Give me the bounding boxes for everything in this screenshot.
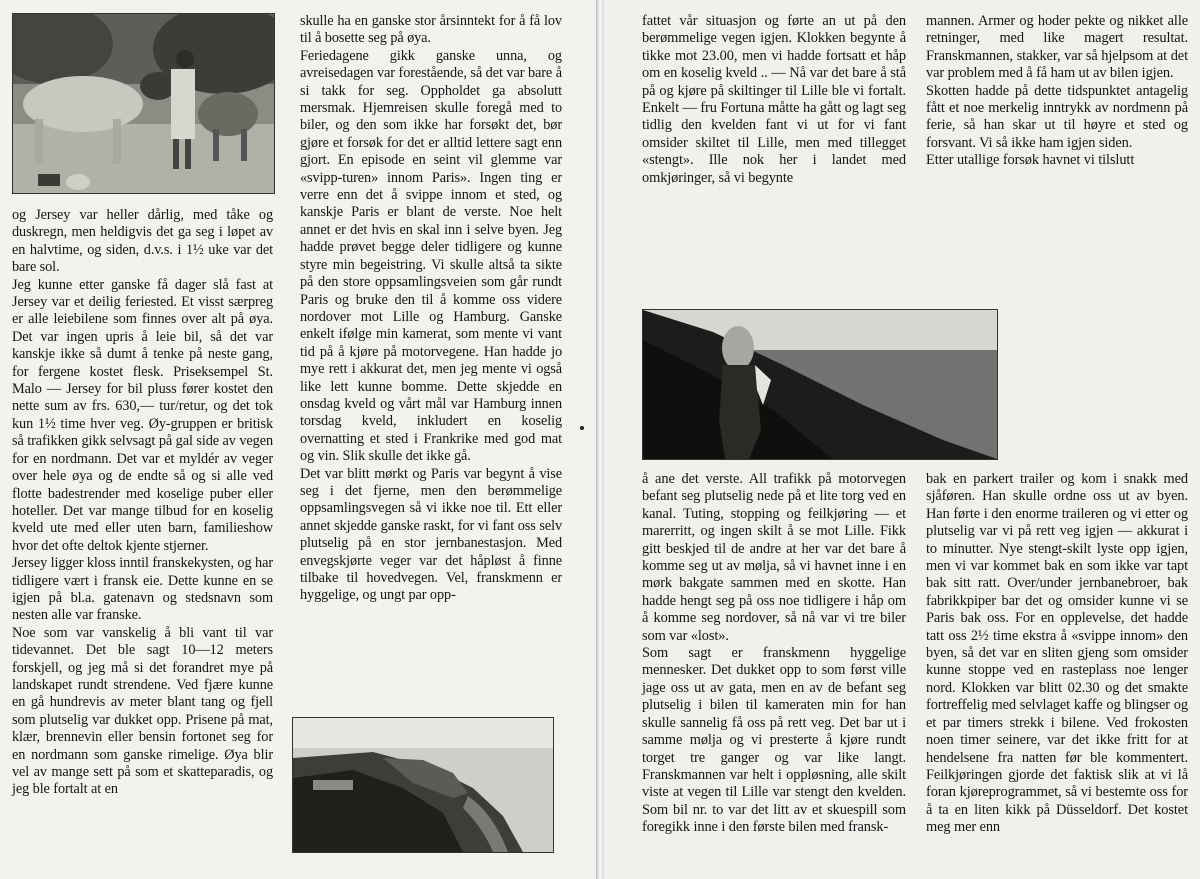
left-column-2-text: skulle ha en ganske stor årsinntekt for å få lov til å bosette seg på øya. Feriedagene gikk ganske unna, og avreisedagen var forestående, så det var bare å si takk for seg. Oppholdet ga absolutt mersmak. Hjemreisen skulle foregå med to biler, og den som ikke har forsøkt det, bør gjøre et forsøk for det er alltid lettere sagt enn gjort. En episode en seint vil glemme var «svipp-turen» innom Paris». Ingen ting er verre enn det å svippe innom et sted, og kanskje Paris er blant de verste. Noe helt annet er det hvis en skal inn i selve byen. Jeg hadde prøvet begge deler tidligere og kunne styre min begeistring. Vi skulle altså ta sikte på den store oppsamlingsveien som går rundt Paris og bruke den til å komme oss videre nordover mot Lille og Hamburg. Ganske enkelt ifølge min kamerat, som mente vi vant tid på å kjøre på motorvegene. Han hadde jo mye rett i akkurat det, men jeg mente vi også like lett kunne bomme. Dette skjedde en onsdag kveld og vårt mål var Hamburg innen torsdag kveld, inkludert en koselig overnatting et sted i Frankrike med god mat og vin. Slik skulle det ikke gå. Det var blitt mørkt og Paris var begynt å vise seg i det fjerne, men den berømmelige oppsamlingsvegen så vi ikke noe til. Ett eller annet skjedde ganske raskt, for vi fant oss selv plutselig på en stor jernbanestasjon. Med envegskjørte veger var det håpløst å finne tilbake til hovedvegen. Vel, franskmenn er hyggelige, og ungt par opp- xyxy=(300,13,562,604)
left-page xyxy=(0,0,598,879)
photo-woman-hillside xyxy=(642,309,998,460)
right-column-1-bottom-text: å ane det verste. All trafikk på motorvegen befant seg plutselig nede på et lite torg ved en kanal. Tuting, stopping og feilkjøring — et marerritt, og ingen skilt å se mot Lille. Fikk gitt beskjed til de andre at her var det bare å komme seg ut av mølja, så vi havnet inne i en mørk bakgate sammen med en skotte. Han hadde hengt seg på oss noe tidligere i håp om å komme seg nordover, så nå var vi tre biler som var «lost». Som sagt er franskmenn hyggelige mennesker. Det dukket opp to som først ville jage oss ut av gata, men en av de befant seg plutselig i bilen til kameraten min for han skulle sannelig få oss på rett veg. Det bar ut i samme mølja og vi presterte å kjøre rundt torget tre ganger og var like langt. Franskmannen var helt i oppløsning, alle skilt viste at vegen til Lille var stengt den kvelden. Som bil nr. to var det litt av et skuespill som foregikk inne i den første bilen med fransk- xyxy=(642,471,906,836)
right-column-1-top-text: fattet vår situasjon og førte an ut på den berømmelige vegen igjen. Klokken begynte å tikke mot 23.00, men vi hadde fortsatt et håp om en koselig kveld .. — Nå var det bare å stå på og kjøre på skiltinger til Lille ble vi fortalt. Enkelt — fru Fortuna måtte ha gått og lagt seg tidlig den kvelden fant vi ut for vi fant omsider skiltet til Lille, men med tillegget «stengt». Ille nok her i landet med omkjøringer, så vi begynte xyxy=(642,13,906,186)
photo-coastline xyxy=(292,717,554,853)
right-page xyxy=(604,0,1200,879)
right-column-2-bottom-text: bak en parkert trailer og kom i snakk med sjåføren. Han skulle ordne oss ut av byen. Han førte i den enorme traileren og vi etter og plutselig var vi på rett veg igjen — akkurat i to minutter. Nye stengt-skilt lyste opp igjen, men vi var kommet bak en som ikke var tapt bak sitt ratt. Over/under jernbanebroer, bak fabrikkpiper bar det og omsider kunne vi se Paris bak oss. For en opplevelse, det hadde tatt oss 2½ time ekstra å «svippe innom» den byen, så det var en sliten gjeng som omsider kunne stoppe ved en rasteplass noe lenger nord. Klokken var blitt 02.30 og det smakte fortreffelig med selvlaget kaffe og blingser og et par timers strekk i bilene. Ved frokosten noen timer seinere, var det ikke fritt for at hendelsene fra natten før ble kommentert. Feilkjøringen gjorde det faktisk slik at vi lå foran kjøreprogrammet, så vi bestemte oss for å ta en liten kikk på Düsseldorf. Det kostet meg mer enn xyxy=(926,471,1188,836)
left-column-1-text: og Jersey var heller dårlig, med tåke og duskregn, men heldigvis det ga seg i løpet av en halvtime, og siden, d.v.s. i 1½ uke var det bare sol. Jeg kunne etter ganske få dager slå fast at Jersey var et deilig feriested. Et visst særpreg er alle leiebilene som finnes over alt på øya. Det var ingen upris å leie bil, så det var kanskje ikke så dumt å tenke på neste gang, for fergene kostet flesk. Priseksempel St. Malo — Jersey for bil pluss fører kostet den nette sum av frs. 630,— tur/retur, og det tok kun 1½ time hver veg. Øy-gruppen er britisk så trafikken gikk selvsagt på gal side av vegen for en nordmann. Det var et myldér av veger over hele øya og de endte så og si alle ved flotte badestrender med koselige puber eller hoteller. Det var mange tilbud for en koselig kveld ute med eller uten barn, familieshow hvor det ofte deltok kjente stjerner. Jersey ligger kloss inntil franskekysten, og har tidligere vært i fransk eie. Dette kunne en se igjen på bl.a. gatenavn og stedsnavn som nesten alle var franske. Noe som var vanskelig å bli vant til var tidevannet. Det ble sagt 10—12 meters forskjell, og jeg må si det forandret mye på landskapet rundt strendene. Ved fjære kunne en gå hundrevis av meter blant tang og fjell som plutselig var dukket opp. Prisene på mat, klær, brennevin eller bensin fortonet seg for en nordmann som ganske rimelige. Øya blir vel av mange sett på som et skatteparadis, og jeg ble fortalt at en xyxy=(12,207,273,798)
page-registration-mark xyxy=(580,426,584,430)
right-column-2-top-text: mannen. Armer og hoder pekte og nikket alle retninger, med like magert resultat. Franskmannen, stakker, var så hjelpsom at det var problem med å få ham ut av bilen igjen. Skotten hadde på dette tidspunktet antagelig fått et noe merkelig inntrykk av nordmenn på ferie, så han skar ut til høyre et sted og forsvant. Vi så ikke ham igjen siden. Etter utallige forsøk havnet vi tilslutt xyxy=(926,13,1188,169)
photo-cows-girl xyxy=(12,13,275,194)
